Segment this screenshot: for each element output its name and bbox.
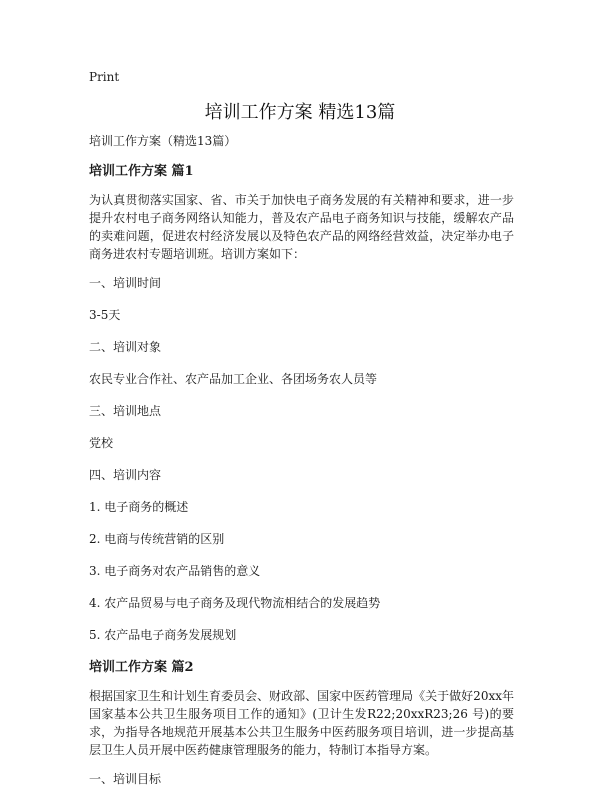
section-1-line: 农民专业合作社、农产品加工企业、各团场务农人员等 (89, 372, 378, 386)
section-1-line: 三、培训地点 (89, 404, 162, 418)
section-1-line: 4. 农产品贸易与电子商务及现代物流相结合的发展趋势 (89, 596, 381, 610)
section-2-intro: 根据国家卫生和计划生育委员会、财政部、国家中医药管理局《关于做好20xx年国家基本公共卫生服务项目工作的通知》(卫计生发R22;20xxR23;26 号)的要求，为指导各地规范开展基本公共卫生服务中医药服务项目培训，进一步提高基层卫生人员开展中医药健康管理服务的能力，特制订本指导方案。 (89, 689, 514, 757)
document-subtitle: 培训工作方案（精选13篇） (89, 134, 237, 148)
section-1-line: 3-5天 (89, 308, 121, 322)
section-1-line: 党校 (89, 436, 114, 450)
section-2-line: 一、培训目标 (89, 772, 162, 786)
section-heading-2: 培训工作方案 篇2 (89, 660, 194, 675)
print-label: Print (89, 70, 120, 84)
section-1-line: 1. 电子商务的概述 (89, 500, 189, 514)
section-1-line: 二、培训对象 (89, 340, 162, 354)
section-1-line: 2. 电商与传统营销的区别 (89, 532, 225, 546)
document-title: 培训工作方案 精选13篇 (204, 102, 396, 123)
document-body (89, 133, 514, 803)
section-1-line: 四、培训内容 (89, 468, 162, 482)
section-1-intro: 为认真贯彻落实国家、省、市关于加快电子商务发展的有关精神和要求，进一步提升农村电子商务网络认知能力，普及农产品电子商务知识与技能，缓解农产品的卖难问题，促进农村经济发展以及特色农产品的网络经营效益，决定举办电子商务进农村专题培训班。培训方案如下： (89, 193, 514, 261)
section-1-line: 5. 农产品电子商务发展规划 (89, 628, 237, 642)
section-1-line: 3. 电子商务对农产品销售的意义 (89, 564, 261, 578)
section-1-line: 一、培训时间 (89, 276, 162, 290)
section-heading-1: 培训工作方案 篇1 (89, 164, 194, 179)
